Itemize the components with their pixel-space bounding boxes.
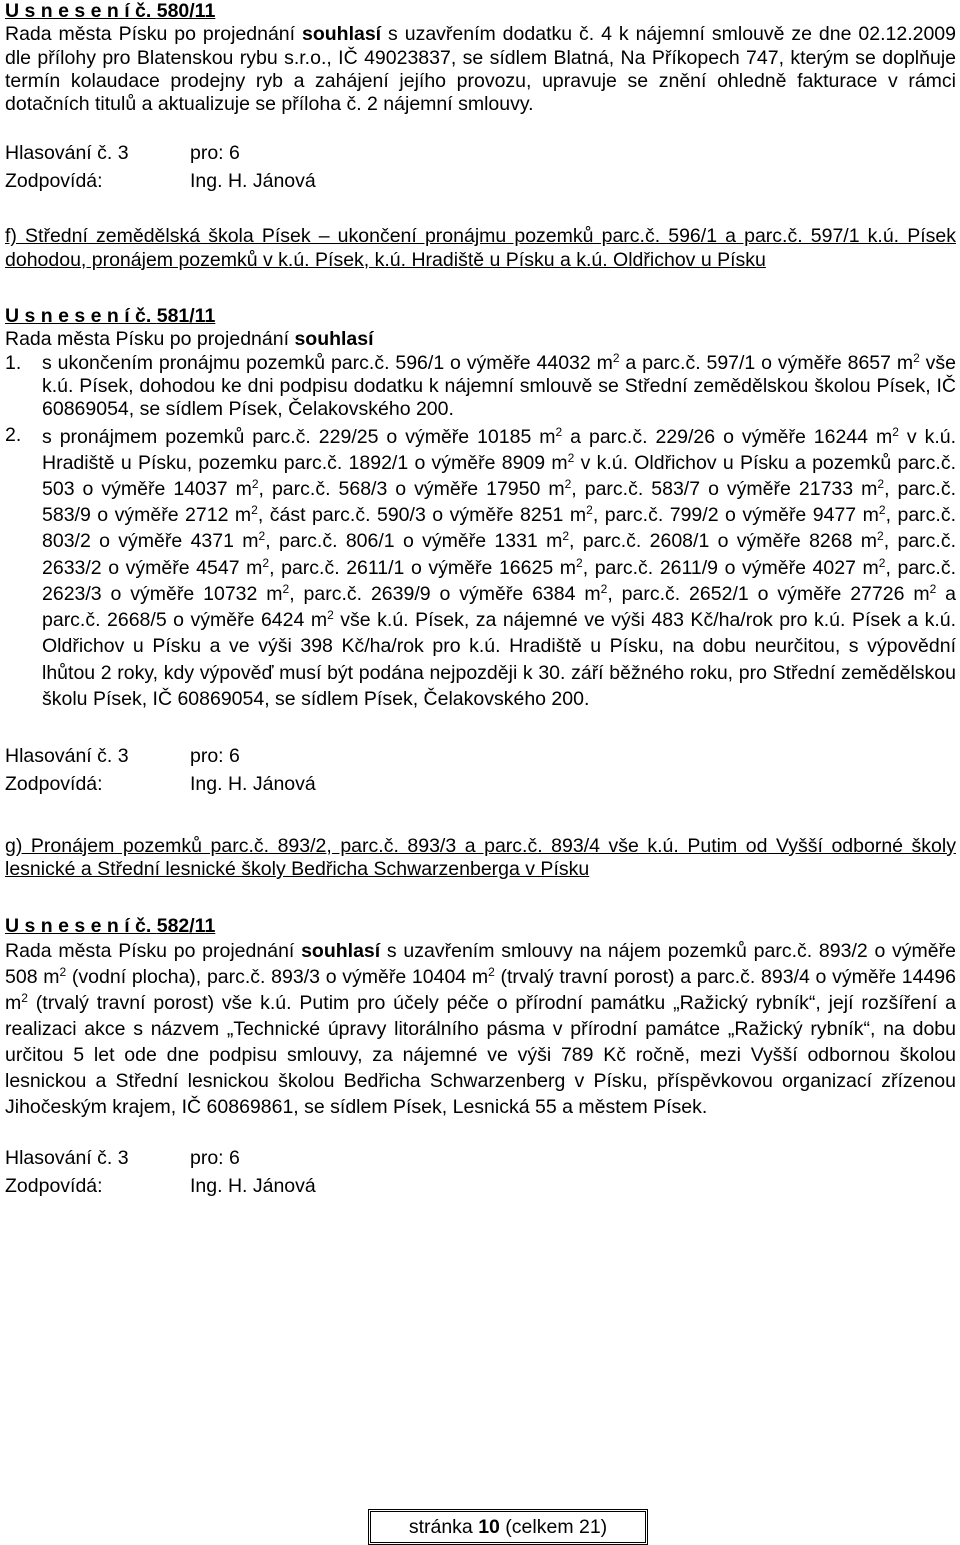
text-run: , IČ 49023837, se sídlem Blatná, Na Příkopech 747, kterým se doplňuje termín kolaudace prodejny ryb a zahájení jejího provozu, upravuje se znění ohledně fakturace v rámci dotačních titulů a aktualizuje se příloha č. 2 nájemní smlouvy. bbox=[5, 46, 956, 116]
responsible-name: Ing. H. Jánová bbox=[190, 1174, 316, 1197]
superscript: 2 bbox=[600, 581, 608, 596]
text-run: , parc.č. 583/7 o výměře 21733 m bbox=[571, 478, 878, 501]
text-run: Rada města Písku po projednání bbox=[5, 328, 295, 351]
text-run: , parc.č. 583/9 o výměře 2712 m bbox=[42, 478, 957, 527]
list-item bbox=[5, 352, 956, 421]
vote-row bbox=[5, 742, 956, 770]
vote-row bbox=[5, 1144, 956, 1172]
superscript: 2 bbox=[929, 581, 937, 596]
text-run: a parc.č. 597/1 o výměře 8657 m bbox=[619, 351, 914, 374]
resolution-582-text bbox=[5, 938, 956, 1120]
superscript: 2 bbox=[488, 964, 495, 979]
resolution-number: 581/11 bbox=[156, 305, 216, 328]
item-f-title: f) Střední zemědělská škola Písek – ukončení pronájmu pozemků parc.č. 596/1 a parc.č. 597/1 k.ú. Písek dohodou, pronájem pozemků v k.ú. Písek, k.ú. Hradiště u Písku a k.ú. Oldřichov u Písku bbox=[5, 225, 956, 271]
superscript: 2 bbox=[251, 503, 258, 518]
superscript: 2 bbox=[262, 555, 270, 570]
superscript: 2 bbox=[878, 503, 886, 518]
superscript: 2 bbox=[21, 990, 28, 1005]
text-run: , parc.č. 2623/3 o výměře 10732 m bbox=[42, 556, 956, 605]
page-footer bbox=[368, 1509, 648, 1545]
resolution-number: 580/11 bbox=[156, 0, 216, 22]
superscript: 2 bbox=[913, 350, 920, 365]
text-run: , parc.č. 2633/2 o výměře 4547 m bbox=[42, 530, 956, 579]
superscript: 2 bbox=[59, 964, 67, 979]
vote-row bbox=[5, 139, 956, 167]
text-run: vše k.ú. Písek, dohodou ke dni podpisu dodatku k nájemní smlouvě se Střední zemědělskou školou Písek, IČ 60869054, se sídlem Písek, Čelakovského 200. bbox=[42, 351, 957, 420]
text-run: vše k.ú. Písek, za nájemné ve výši 483 Kč/ha/rok pro k.ú. Písek a k.ú. Oldřichov u Písku a ve výši 398 Kč/ha/rok pro k.ú. Hradiště u Písku, na dobu neurčitou, s výpovědní lhůtou 2 roky, kdy výpověď musí být podána nejpozději k 30. září běžného roku, pro Střední zemědělskou školu Písek, IČ 60869054, se sídlem Písek, Čelakovského 200. bbox=[42, 609, 956, 710]
text-run: (trvalý travní porost) a parc.č. 893/4 o výměře 14496 m bbox=[5, 965, 956, 1014]
superscript: 2 bbox=[562, 529, 570, 544]
superscript: 2 bbox=[877, 529, 884, 544]
responsible-row bbox=[5, 167, 956, 195]
responsible-label: Zodpovídá: bbox=[5, 1174, 103, 1197]
resolution-heading-prefix: U s n e s e n í č. bbox=[5, 305, 157, 328]
text-run: Rada města Písku po projednání bbox=[5, 939, 302, 962]
superscript: 2 bbox=[567, 450, 575, 465]
document-page bbox=[5, 0, 956, 1200]
text-run-bold: souhlasí bbox=[301, 939, 381, 962]
superscript: 2 bbox=[251, 477, 259, 492]
resolution-582-heading bbox=[5, 915, 956, 938]
text-run: s uzavřením smlouvy na nájem pozemků parc.č. 893/2 o výměře 508 m bbox=[5, 939, 956, 988]
text-run: s pronájmem pozemků parc.č. 229/25 o výměře 10185 m bbox=[42, 425, 556, 448]
resolution-number: 582/11 bbox=[156, 914, 216, 937]
text-run: s uzavřením dodatku č. 4 k nájemní smlouvě ze dne 02.12.2009 dle přílohy pro Blatenskou rybu s.r.o. bbox=[5, 23, 956, 69]
superscript: 2 bbox=[586, 503, 593, 518]
footer-suffix: (celkem 21) bbox=[499, 1515, 608, 1538]
text-run: , parc.č. 2611/1 o výměře 16625 m bbox=[269, 556, 577, 579]
text-run: , parc.č. 2611/9 o výměře 4027 m bbox=[582, 556, 879, 579]
responsible-name: Ing. H. Jánová bbox=[190, 772, 316, 795]
vote-label: Hlasování č. 3 bbox=[5, 142, 129, 165]
resolution-580-text bbox=[5, 23, 956, 116]
superscript: 2 bbox=[878, 555, 886, 570]
list-text bbox=[42, 352, 956, 421]
item-g-title: g) Pronájem pozemků parc.č. 893/2, parc.č. 893/3 a parc.č. 893/4 vše k.ú. Putim od Vyšší odborné školy lesnické a Střední lesnické školy Bedřicha Schwarzenberga v Písku bbox=[5, 834, 956, 881]
text-run: s ukončením pronájmu pozemků parc.č. 596/1 o výměře 44032 m bbox=[42, 351, 613, 374]
text-run: a parc.č. 229/26 o výměře 16244 m bbox=[562, 425, 893, 448]
vote-count: pro: 6 bbox=[190, 744, 240, 767]
responsible-label: Zodpovídá: bbox=[5, 170, 103, 193]
list-number: 1. bbox=[5, 351, 22, 374]
resolution-581-intro bbox=[5, 328, 956, 351]
text-run: , parc.č. 2639/9 o výměře 6384 m bbox=[289, 582, 601, 605]
vote-label: Hlasování č. 3 bbox=[5, 744, 129, 767]
footer-prefix: stránka bbox=[408, 1515, 479, 1538]
responsible-row bbox=[5, 770, 956, 798]
responsible-row bbox=[5, 1172, 956, 1200]
list-text bbox=[42, 424, 956, 712]
superscript: 2 bbox=[892, 424, 899, 439]
list-item bbox=[5, 424, 956, 712]
text-run: , parc.č. 2608/1 o výměře 8268 m bbox=[569, 530, 878, 553]
vote-count: pro: 6 bbox=[190, 1146, 240, 1169]
footer-page-number: 10 bbox=[478, 1515, 500, 1538]
superscript: 2 bbox=[258, 529, 266, 544]
text-run: , parc.č. 806/1 o výměře 1331 m bbox=[265, 530, 563, 553]
text-run: (trvalý travní porost) vše k.ú. Putim pro účely péče o přírodní památku „Ražický rybník“, její rozšíření a realizaci akce s názvem „Technické úpravy litorálního pásma v přírodní památce „Ražický rybník“, na dobu určitou 5 let ode dne podpisu smlouvy, za nájemné ve výši 789 Kč ročně, mezi Vyšší odbornou školou lesnickou a Střední lesnickou školou Bedřicha Schwarzenberg v Písku, příspěvkovou organizací zřízenou Jihočeským krajem, IČ 60869861, se sídlem Písek, Lesnická 55 a městem Písek. bbox=[5, 991, 956, 1118]
text-run: a parc.č. 2668/5 o výměře 6424 m bbox=[42, 582, 957, 632]
superscript: 2 bbox=[327, 608, 334, 623]
superscript: 2 bbox=[564, 477, 572, 492]
text-run: , parc.č. 568/3 o výměře 17950 m bbox=[258, 478, 565, 501]
responsible-name: Ing. H. Jánová bbox=[190, 170, 316, 193]
superscript: 2 bbox=[877, 477, 885, 492]
superscript: 2 bbox=[555, 424, 563, 439]
superscript: 2 bbox=[282, 581, 290, 596]
resolution-581-heading bbox=[5, 305, 956, 328]
list-number: 2. bbox=[5, 423, 22, 446]
text-run: , parc.č. 2652/1 o výměře 27726 m bbox=[607, 582, 930, 605]
vote-count: pro: 6 bbox=[190, 142, 240, 165]
text-run: v k.ú. Hradiště u Písku, pozemku parc.č. 1892/1 o výměře 8909 m bbox=[42, 425, 957, 474]
vote-label: Hlasování č. 3 bbox=[5, 1146, 129, 1169]
text-run: , parc.č. 799/2 o výměře 9477 m bbox=[592, 504, 879, 527]
superscript: 2 bbox=[612, 350, 620, 365]
responsible-label: Zodpovídá: bbox=[5, 772, 103, 795]
superscript: 2 bbox=[576, 555, 583, 570]
text-run: Rada města Písku po projednání bbox=[5, 23, 302, 46]
text-run-bold: souhlasí bbox=[294, 328, 374, 351]
resolution-580-heading bbox=[5, 0, 956, 23]
text-run-bold: souhlasí bbox=[302, 23, 382, 46]
text-run: , parc.č. 803/2 o výměře 4371 m bbox=[42, 504, 957, 553]
text-run: (vodní plocha), parc.č. 893/3 o výměře 10404 m bbox=[66, 965, 489, 988]
text-run: v k.ú. Oldřichov u Písku a pozemků parc.č. 503 o výměře 14037 m bbox=[42, 451, 956, 501]
text-run: , část parc.č. 590/3 o výměře 8251 m bbox=[257, 504, 587, 527]
resolution-heading-prefix: U s n e s e n í č. bbox=[5, 914, 157, 937]
resolution-heading-prefix: U s n e s e n í č. bbox=[5, 0, 157, 22]
